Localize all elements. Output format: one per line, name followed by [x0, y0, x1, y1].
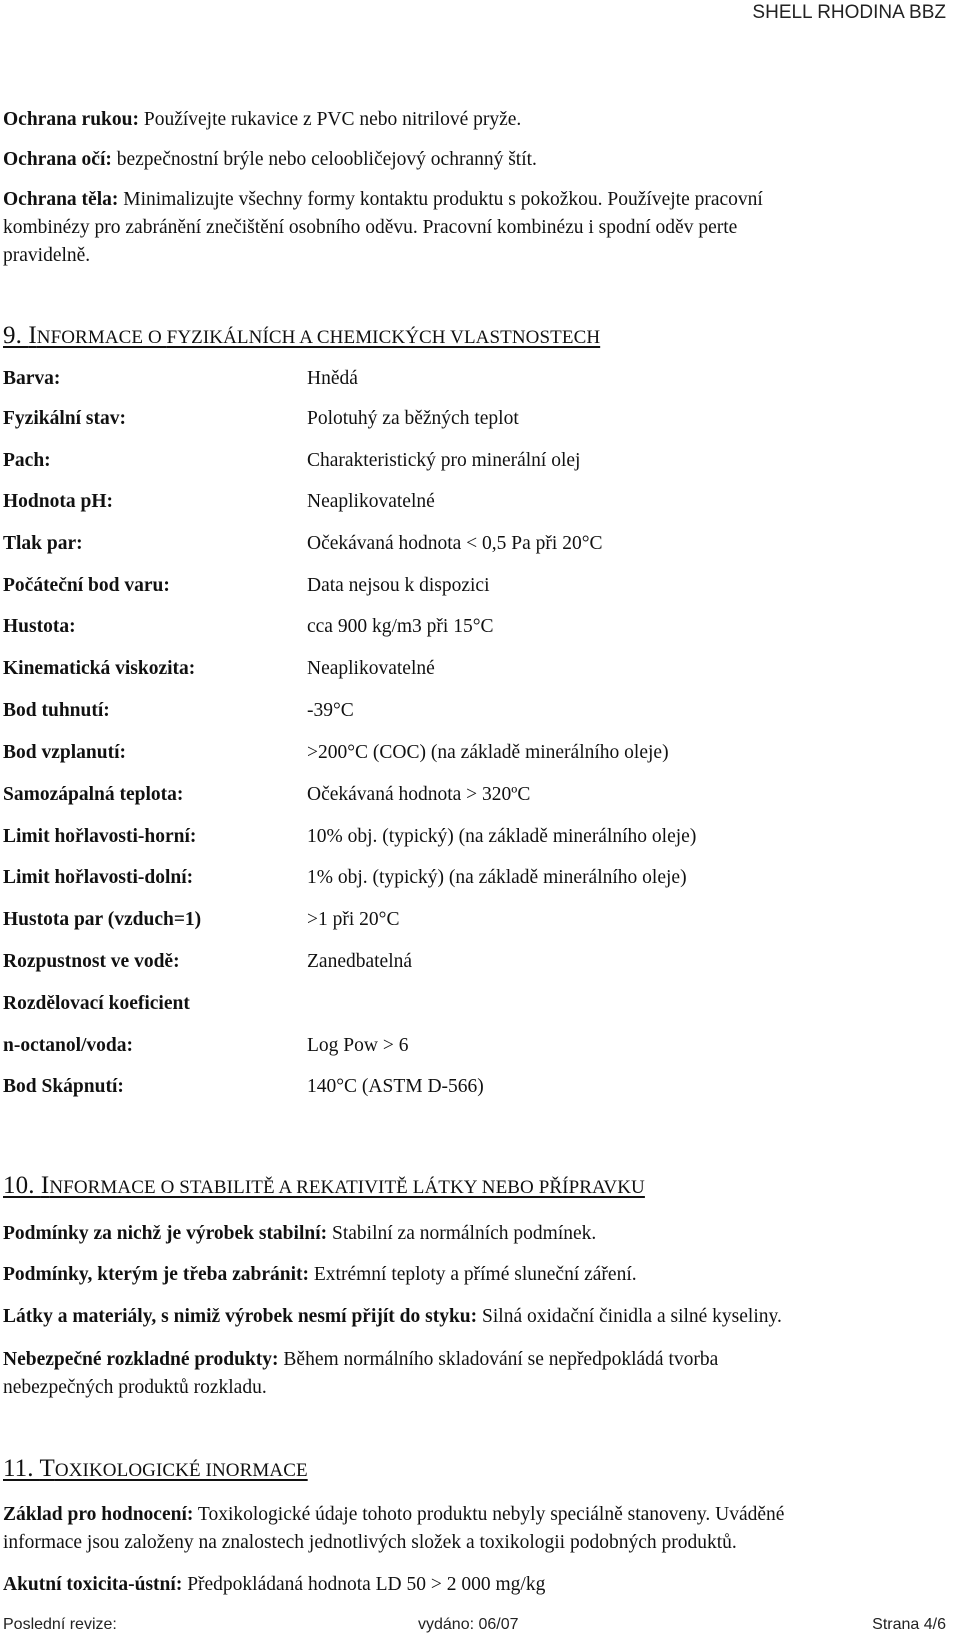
property-label: n-octanol/voda:	[3, 1035, 134, 1056]
section-9-cap: I	[28, 322, 37, 349]
footer-page-number: Strana 4/6	[872, 1616, 946, 1633]
property-value: Data nejsou k dispozici	[307, 575, 490, 596]
section-11-title	[3, 1455, 308, 1483]
property-value: >200°C (COC) (na základě minerálního oleje)	[307, 742, 669, 763]
assessment-basis-text-1: Toxikologické údaje tohoto produktu nebyly speciálně stanoveny. Uváděné	[197, 1504, 785, 1525]
property-value: Očekávaná hodnota > 320ºC	[307, 784, 531, 805]
acute-oral-text: Předpokládaná hodnota LD 50 > 2 000 mg/kg	[187, 1574, 546, 1595]
materials-label: Látky a materiály, s nimiž výrobek nesmí přijít do styku:	[3, 1306, 478, 1327]
property-label: Bod Skápnutí:	[3, 1076, 124, 1097]
hand-protection-paragraph	[3, 106, 521, 134]
property-value: >1 při 20°C	[307, 909, 400, 930]
assessment-basis-label: Základ pro hodnocení:	[3, 1504, 194, 1525]
property-label: Limit hořlavosti-dolní:	[3, 867, 194, 888]
assessment-basis-line-1	[3, 1501, 784, 1529]
decomposition-label: Nebezpečné rozkladné produkty:	[3, 1349, 279, 1370]
property-label: Rozdělovací koeficient	[3, 993, 190, 1014]
stability-conditions	[3, 1220, 596, 1248]
property-value: 1% obj. (typický) (na základě minerálního oleje)	[307, 867, 687, 888]
property-label: Fyzikální stav:	[3, 408, 126, 429]
property-label: Samozápalná teplota:	[3, 784, 184, 805]
property-value: Hnědá	[307, 368, 358, 389]
conditions-to-avoid	[3, 1261, 637, 1289]
property-label: Barva:	[3, 368, 61, 389]
footer-revision: Poslední revize:	[3, 1616, 117, 1633]
property-value: -39°C	[307, 700, 354, 721]
footer-issued: vydáno: 06/07	[418, 1616, 519, 1633]
property-value: cca 900 kg/m3 při 15°C	[307, 616, 494, 637]
property-value: Charakteristický pro minerální olej	[307, 450, 581, 471]
stability-text: Stabilní za normálních podmínek.	[332, 1223, 597, 1244]
section-9-title	[3, 322, 600, 350]
section-11-rest: OXIKOLOGICKÉ INORMACE	[54, 1460, 308, 1481]
section-10-cap: I	[40, 1172, 50, 1199]
property-label: Tlak par:	[3, 533, 83, 554]
decomposition-line-1	[3, 1346, 718, 1374]
property-label: Hodnota pH:	[3, 491, 113, 512]
acute-oral-toxicity	[3, 1571, 545, 1599]
assessment-basis-line-2: informace jsou založeny na znalostech jednotlivých složek a toxikologii podobných produktů.	[3, 1532, 737, 1553]
property-label: Hustota:	[3, 616, 76, 637]
section-11-number: 11.	[3, 1455, 40, 1482]
property-label: Limit hořlavosti-horní:	[3, 826, 197, 847]
avoid-label: Podmínky, kterým je třeba zabránit:	[3, 1264, 310, 1285]
property-label: Pach:	[3, 450, 51, 471]
body-protection-label: Ochrana těla:	[3, 189, 119, 210]
body-protection-text-1: Minimalizujte všechny formy kontaktu produktu s pokožkou. Používejte pracovní	[123, 189, 763, 210]
section-10-number: 10.	[3, 1172, 41, 1199]
property-label: Bod vzplanutí:	[3, 742, 126, 763]
stability-label: Podmínky za nichž je výrobek stabilní:	[3, 1223, 328, 1244]
section-9-rest2: FYZIKÁLNÍCH A CHEMICKÝCH VLASTNOSTECH	[166, 327, 601, 348]
property-label: Bod tuhnutí:	[3, 700, 110, 721]
incompatible-materials	[3, 1303, 782, 1331]
property-label: Hustota par (vzduch=1)	[3, 909, 202, 930]
eye-protection-label: Ochrana očí:	[3, 149, 112, 170]
acute-oral-label: Akutní toxicita-ústní:	[3, 1574, 183, 1595]
document-header-title: SHELL RHODINA BBZ	[752, 2, 946, 23]
property-value: 140°C (ASTM D-566)	[307, 1076, 484, 1097]
property-value: 10% obj. (typický) (na základě minerálního oleje)	[307, 826, 697, 847]
property-value: Zanedbatelná	[307, 951, 413, 972]
property-value: Neaplikovatelné	[307, 658, 435, 679]
property-label: Kinematická viskozita:	[3, 658, 196, 679]
property-value: Log Pow > 6	[307, 1035, 409, 1056]
avoid-text: Extrémní teploty a přímé sluneční záření.	[313, 1264, 637, 1285]
section-9-rest1: NFORMACE O	[36, 327, 167, 348]
property-label: Rozpustnost ve vodě:	[3, 951, 180, 972]
property-value: Neaplikovatelné	[307, 491, 435, 512]
hand-protection-label: Ochrana rukou:	[3, 109, 139, 130]
eye-protection-paragraph	[3, 146, 537, 174]
body-protection-line-3: pravidelně.	[3, 245, 91, 266]
decomposition-text-1: Během normálního skladování se nepředpokládá tvorba	[283, 1349, 719, 1370]
section-10-title	[3, 1172, 645, 1200]
body-protection-line-2: kombinézy pro zabránění znečištění osobního oděvu. Pracovní kombinézu i spodní oděv perte	[3, 217, 738, 238]
eye-protection-text: bezpečnostní brýle nebo celoobličejový ochranný štít.	[116, 149, 537, 170]
body-protection-line-1	[3, 186, 763, 214]
section-10-rest: NFORMACE O STABILITĚ A REKATIVITĚ LÁTKY NEBO PŘÍPRAVKU	[49, 1177, 645, 1198]
section-9-number: 9.	[3, 322, 29, 349]
property-value: Polotuhý za běžných teplot	[307, 408, 519, 429]
section-11-cap: T	[39, 1455, 55, 1482]
hand-protection-text: Používejte rukavice z PVC nebo nitrilové pryže.	[143, 109, 522, 130]
materials-text: Silná oxidační činidla a silné kyseliny.	[482, 1306, 782, 1327]
decomposition-line-2: nebezpečných produktů rozkladu.	[3, 1377, 267, 1398]
property-label: Počáteční bod varu:	[3, 575, 170, 596]
property-value: Očekávaná hodnota < 0,5 Pa při 20°C	[307, 533, 603, 554]
